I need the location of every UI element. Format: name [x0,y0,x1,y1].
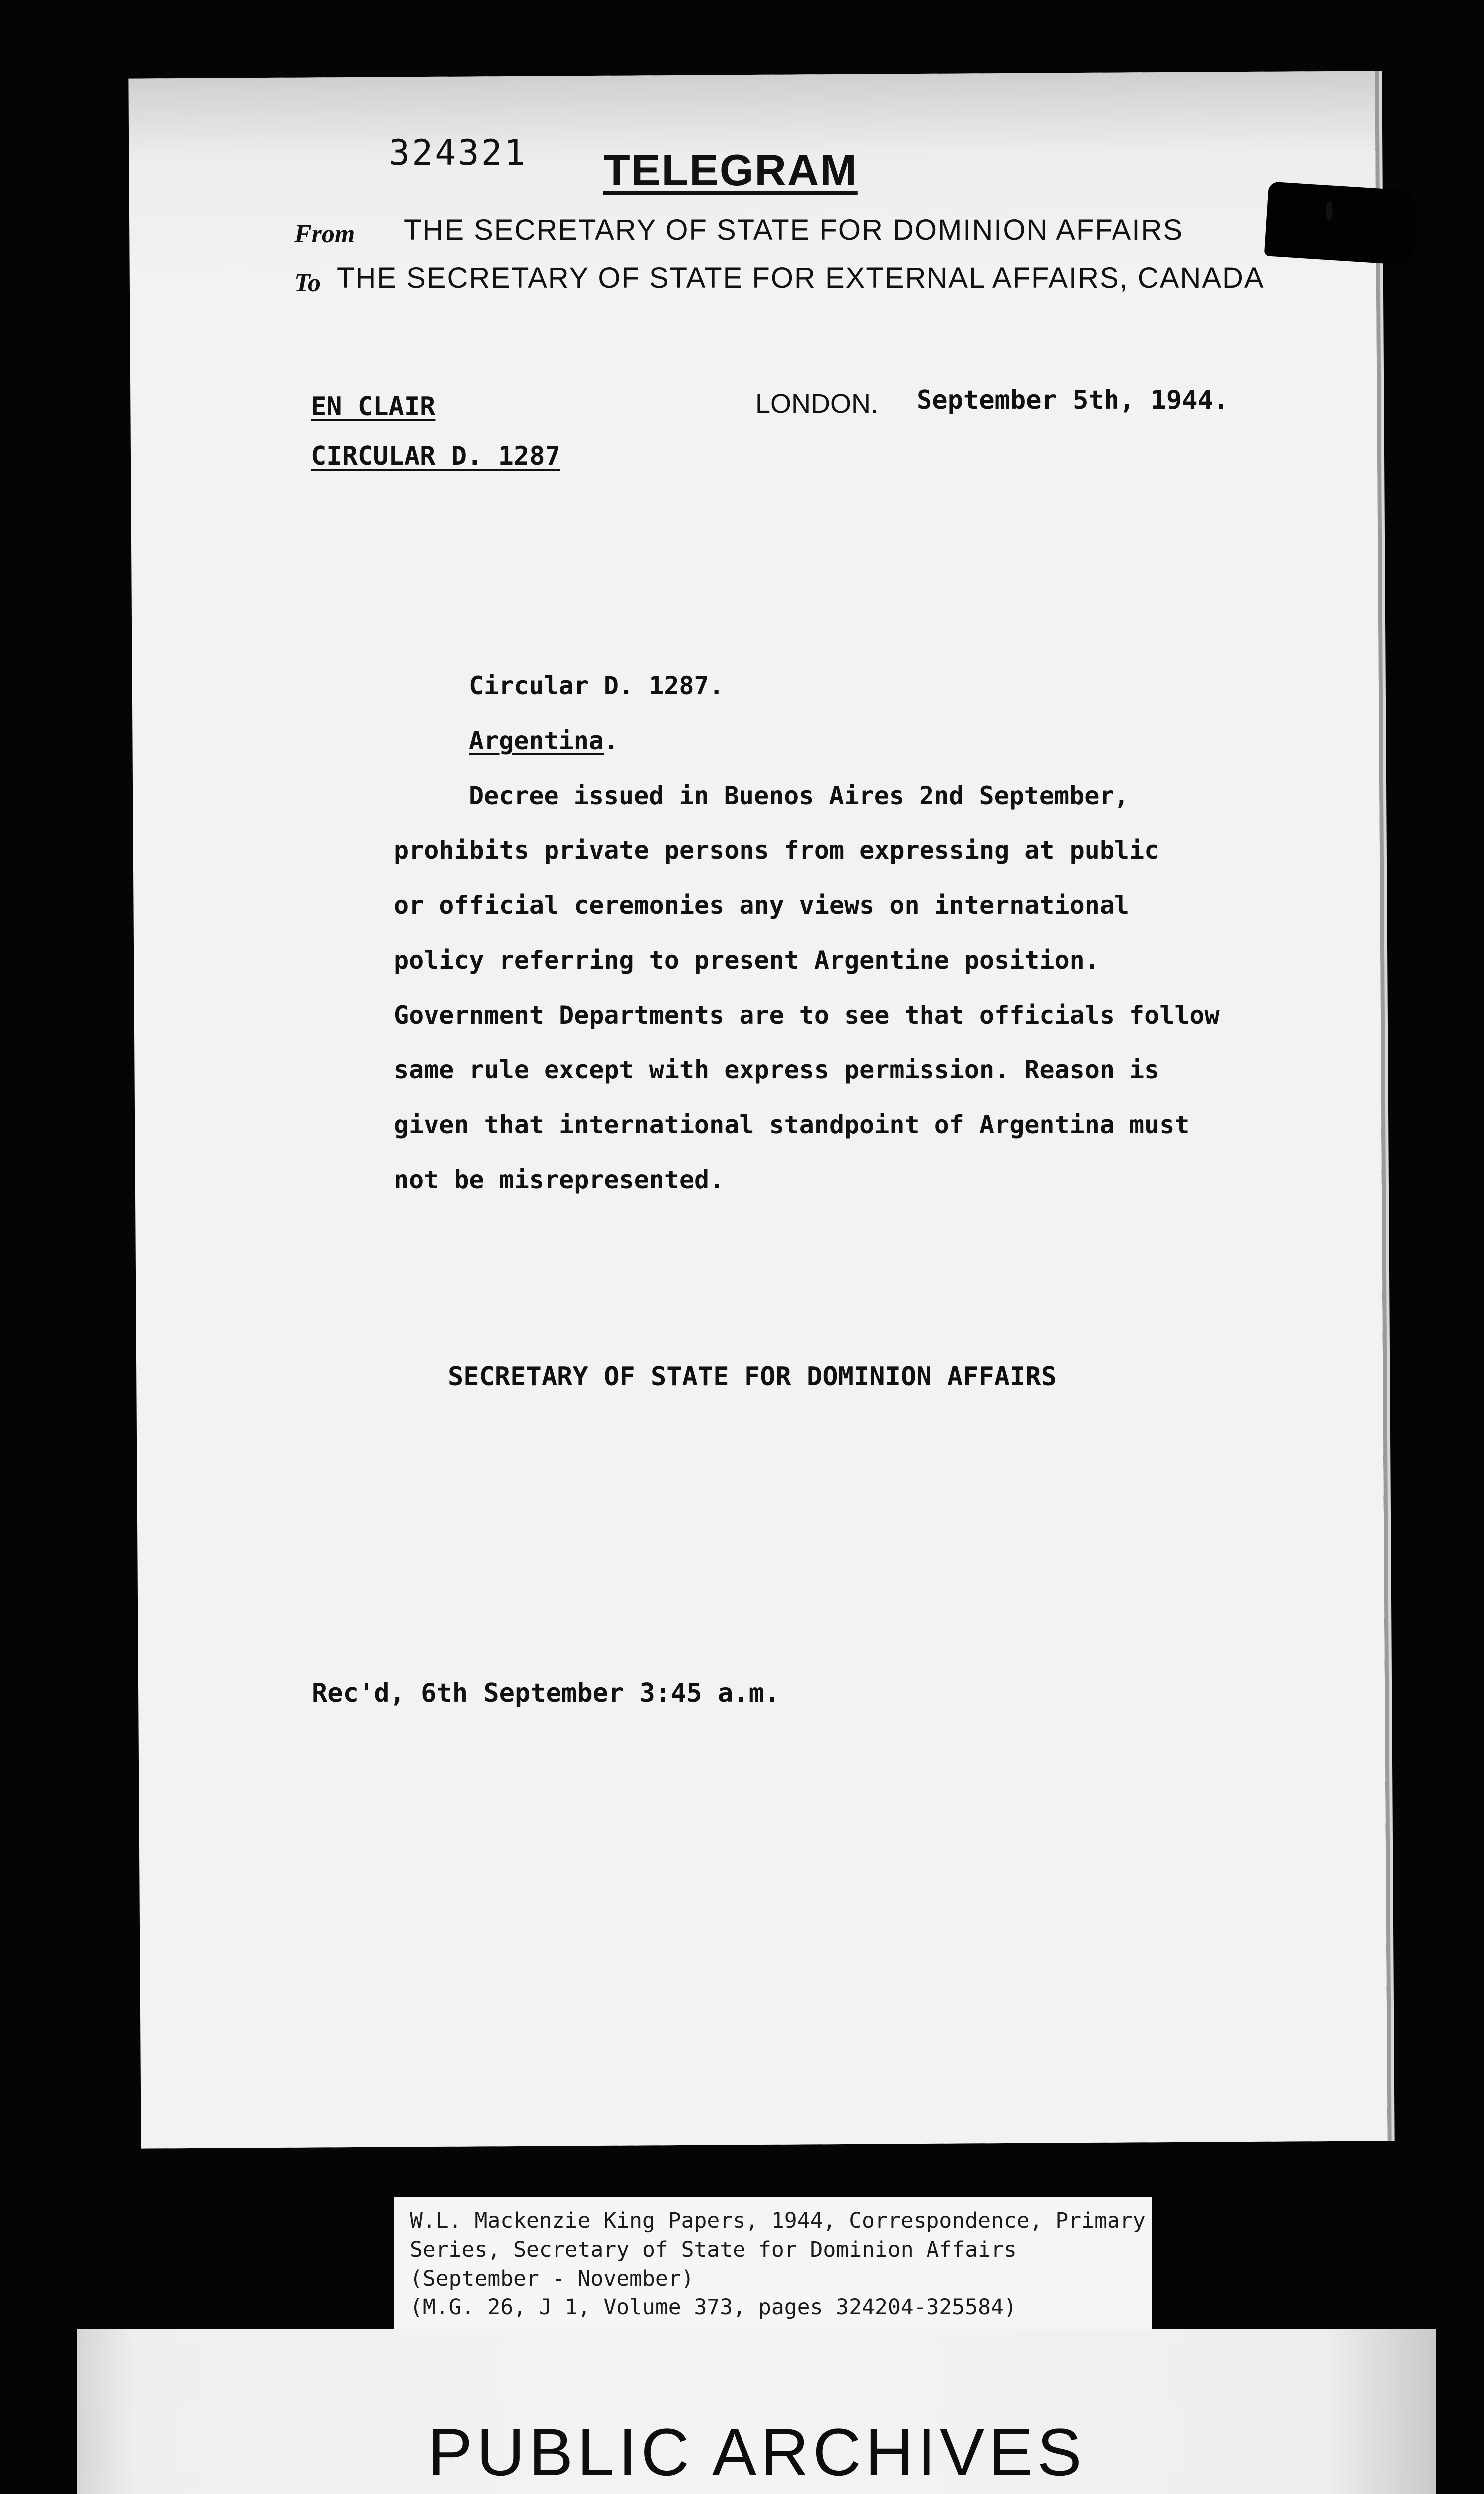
document-number: 324321 [389,132,527,173]
archive-label-card [394,2197,1152,2342]
archives-stamp [77,2329,1436,2494]
place: LONDON. [755,389,879,418]
body-subject-line [394,713,1341,768]
from-label: From [294,220,355,248]
to-label: To [294,269,321,297]
body-line: same rule except with express permission. Reason is [394,1055,1160,1084]
archive-label-line: Series, Secretary of State for Dominion Affairs [410,2237,1017,2262]
body-line: given that international standpoint of Argentina must [394,1110,1190,1139]
circular-reference: CIRCULAR D. 1287 [311,441,560,471]
archive-label-line: W.L. Mackenzie King Papers, 1944, Correspondence, Primary [410,2208,1146,2233]
archive-label-line: (M.G. 26, J 1, Volume 373, pages 324204-325584) [410,2295,1017,2320]
to-value: THE SECRETARY OF STATE FOR EXTERNAL AFFAIRS, CANADA [337,262,1265,294]
en-clair-label: EN CLAIR [311,392,436,421]
signature: SECRETARY OF STATE FOR DOMINION AFFAIRS [448,1362,1057,1392]
archive-label-line: (September - November) [410,2266,694,2291]
stamp-public-archives: PUBLIC ARCHIVES [428,2415,1086,2490]
body-subject-period: . [603,726,619,755]
body-subject: Argentina [469,726,604,755]
body-line: or official ceremonies any views on international [394,891,1130,920]
date: September 5th, 1944. [917,385,1229,415]
received-note: Rec'd, 6th September 3:45 a.m. [312,1678,780,1708]
binder-hole [1326,201,1333,221]
telegram-title: TELEGRAM [603,145,858,195]
body-line: prohibits private persons from expressing at public [394,836,1160,865]
body-circular: Circular D. 1287. [469,671,724,700]
body-line: policy referring to present Argentine position. [394,946,1100,975]
body-line: not be misrepresented. [394,1165,725,1194]
message-body [394,658,1341,1207]
body-line: Decree issued in Buenos Aires 2nd September, [469,781,1129,810]
from-value: THE SECRETARY OF STATE FOR DOMINION AFFAIRS [404,214,1184,246]
body-line: Government Departments are to see that officials follow [394,1001,1220,1030]
tape-mark [1264,181,1418,265]
